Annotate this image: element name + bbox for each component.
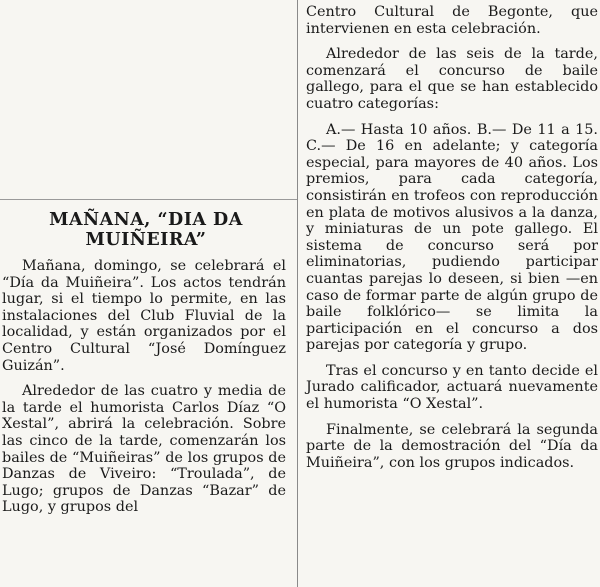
paragraph-contest-start: Alrededor de las seis de la tarde, comenzará el concurso de baile gallego, para el que se han establecido cuatro categorías:	[306, 46, 598, 112]
paragraph-intro: Mañana, domingo, se celebrará el “Día da Muiñeira”. Los actos tendrán lugar, si el tiempo lo permite, en las instalaciones del Club Fluvial de la localidad, y están organizados por el Centro Cultural “José Domínguez Guizán”.	[2, 258, 286, 374]
right-column	[306, 4, 598, 480]
paragraph-jury: Tras el concurso y en tanto decide el Jurado calificador, actuará nuevamente el humorista “O Xestal”.	[306, 362, 598, 413]
column-divider	[297, 0, 298, 587]
article-headline	[10, 210, 282, 250]
paragraph-schedule: Alrededor de las cuatro y media de la tarde el humorista Carlos Díaz “O Xestal”, abrirá la celebración. Sobre las cinco de la tarde, comenzarán los bailes de “Muiñeiras” de los grupos de Danzas de Viveiro: “Troulada”, de Lugo; grupos de Danzas “Bazar” de Lugo, y grupos del	[2, 383, 286, 516]
paragraph-continuation: Centro Cultural de Begonte, que intervienen en esta celebración.	[306, 4, 598, 37]
paragraph-categories: A.— Hasta 10 años. B.— De 11 a 15. C.— De 16 en adelante; y categoría especial, para mayores de 40 años. Los premios, para cada categoría, consistirán en trofeos con reproducción en plata de motivos alusivos a la danza, y miniaturas de un pote gallego. El sistema de concurso será por eliminatorias, pudiendo participar cuantas parejas lo deseen, si bien —en caso de formar parte de algún grupo de baile folklórico— se limita la participación en el concurso a dos parejas por categoría y grupo.	[306, 121, 598, 354]
paragraph-finale: Finalmente, se celebrará la segunda parte de la demostración del “Día da Muiñeira”, con los grupos indicados.	[306, 421, 598, 471]
headline-line-1: MAÑANA, “DIA DA	[49, 210, 243, 230]
headline-line-2: MUIÑEIRA”	[85, 230, 207, 250]
left-column	[2, 200, 290, 525]
